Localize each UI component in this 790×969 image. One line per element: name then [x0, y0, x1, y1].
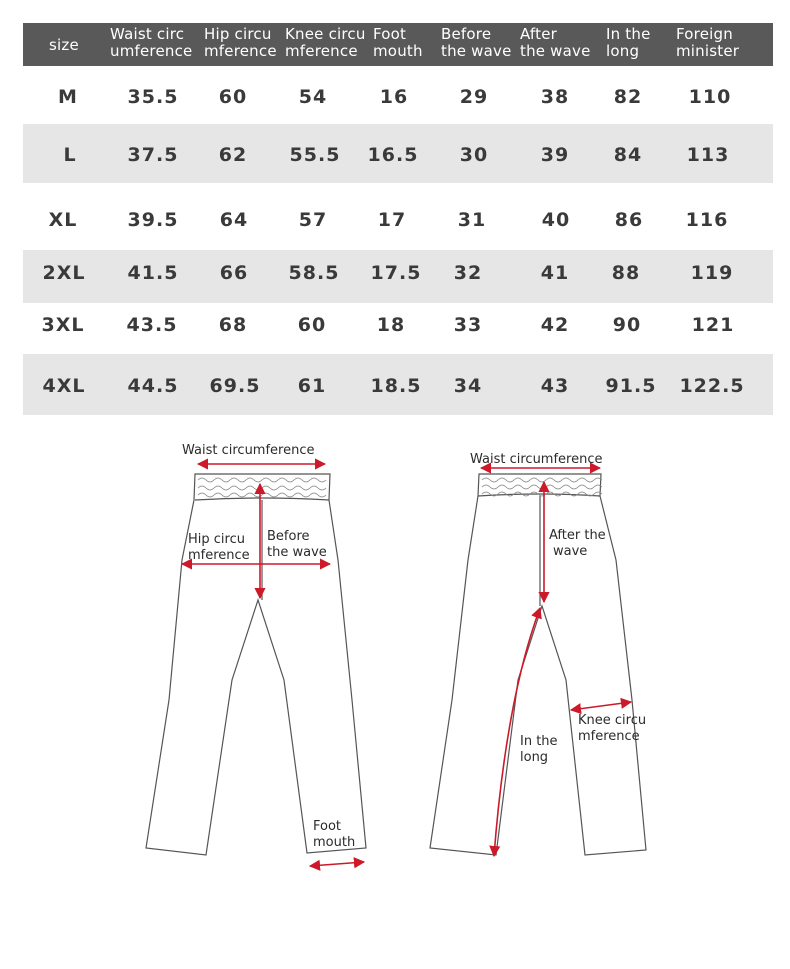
label-front-before-2: the wave — [267, 545, 327, 560]
cell-knee: 60 — [297, 314, 327, 336]
label-front-hip-1: Hip circu — [188, 532, 245, 547]
cell-knee: 57 — [298, 209, 328, 231]
cell-foreign: 122.5 — [679, 375, 745, 397]
label-back-after-1: After the — [549, 528, 606, 543]
table-row — [23, 183, 773, 250]
cell-size: L — [63, 144, 77, 166]
cell-size: 2XL — [42, 262, 86, 284]
label-back-knee-1: Knee circu — [578, 713, 647, 728]
cell-waist: 35.5 — [127, 86, 179, 108]
label-back-after-2: wave — [553, 544, 588, 559]
cell-foreign: 119 — [690, 262, 734, 284]
cell-before: 32 — [453, 262, 483, 284]
cell-foot: 16 — [379, 86, 409, 108]
table-row — [23, 250, 773, 303]
header-foot: Foot mouth — [373, 25, 423, 60]
front-foot-arrow — [310, 862, 364, 866]
cell-size: 4XL — [42, 375, 86, 397]
cell-foot: 18 — [376, 314, 406, 336]
cell-before: 29 — [459, 86, 489, 108]
label-front-foot-1: Foot — [313, 819, 342, 834]
cell-after: 39 — [540, 144, 570, 166]
cell-hip: 69.5 — [209, 375, 261, 397]
cell-waist: 41.5 — [127, 262, 179, 284]
cell-waist: 43.5 — [126, 314, 178, 336]
cell-foreign: 110 — [688, 86, 732, 108]
label-front-before-1: Before — [267, 529, 310, 544]
back-pants-outline — [430, 474, 646, 855]
cell-long: 88 — [611, 262, 641, 284]
cell-size: XL — [48, 209, 78, 231]
cell-hip: 66 — [219, 262, 249, 284]
cell-foot: 16.5 — [367, 144, 419, 166]
cell-foreign: 113 — [686, 144, 730, 166]
cell-hip: 68 — [218, 314, 248, 336]
cell-knee: 58.5 — [288, 262, 340, 284]
header-size: size — [49, 36, 79, 54]
cell-foot: 17 — [377, 209, 407, 231]
cell-knee: 54 — [298, 86, 328, 108]
cell-hip: 64 — [219, 209, 249, 231]
cell-waist: 44.5 — [127, 375, 179, 397]
table-row — [23, 303, 773, 354]
header-before: Before the wave — [441, 25, 512, 60]
header-waist: Waist circ umference — [110, 25, 193, 60]
label-front-waist: Waist circumference — [182, 443, 315, 458]
cell-before: 34 — [453, 375, 483, 397]
cell-before: 33 — [453, 314, 483, 336]
table-row — [23, 354, 773, 415]
header-long: In the long — [606, 25, 651, 60]
table-row — [23, 66, 773, 124]
cell-knee: 55.5 — [289, 144, 341, 166]
front-pants-outline — [146, 474, 366, 855]
cell-waist: 39.5 — [127, 209, 179, 231]
cell-size: 3XL — [41, 314, 85, 336]
label-front-foot-2: mouth — [313, 835, 356, 850]
header-foreign: Foreign minister — [676, 25, 740, 60]
label-back-waist: Waist circumference — [470, 452, 603, 467]
cell-before: 30 — [459, 144, 489, 166]
label-back-long-2: long — [520, 750, 549, 765]
cell-foot: 18.5 — [370, 375, 422, 397]
cell-waist: 37.5 — [127, 144, 179, 166]
cell-long: 84 — [613, 144, 643, 166]
pants-measurement-diagram — [0, 420, 790, 960]
cell-long: 86 — [614, 209, 644, 231]
cell-hip: 62 — [218, 144, 248, 166]
cell-long: 82 — [613, 86, 643, 108]
cell-knee: 61 — [297, 375, 327, 397]
cell-after: 43 — [540, 375, 570, 397]
header-knee: Knee circu mference — [285, 25, 366, 60]
table-header — [23, 23, 773, 66]
label-back-long-1: In the — [520, 734, 558, 749]
label-back-knee-2: mference — [578, 729, 640, 744]
header-after: After the wave — [520, 25, 591, 60]
cell-after: 38 — [540, 86, 570, 108]
cell-long: 91.5 — [605, 375, 657, 397]
cell-before: 31 — [457, 209, 487, 231]
cell-hip: 60 — [218, 86, 248, 108]
cell-after: 42 — [540, 314, 570, 336]
cell-foreign: 116 — [685, 209, 729, 231]
table-row — [23, 124, 773, 183]
header-hip: Hip circu mference — [204, 25, 277, 60]
cell-after: 41 — [540, 262, 570, 284]
cell-after: 40 — [541, 209, 571, 231]
label-front-hip-2: mference — [188, 548, 250, 563]
cell-size: M — [58, 86, 78, 108]
cell-long: 90 — [612, 314, 642, 336]
cell-foot: 17.5 — [370, 262, 422, 284]
cell-foreign: 121 — [691, 314, 735, 336]
